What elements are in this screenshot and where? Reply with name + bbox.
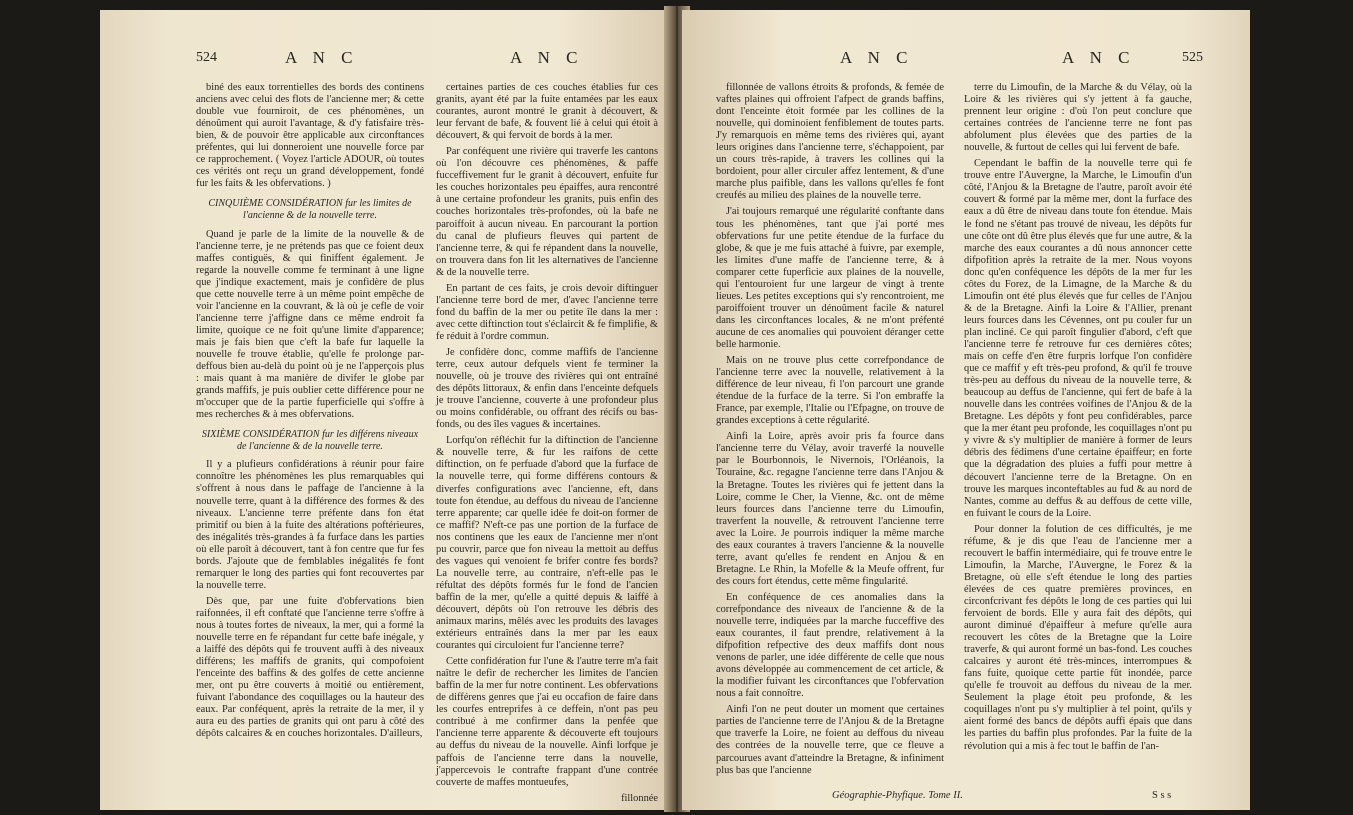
paragraph: fillonnée de vallons étroits & profonds, & femée de vaftes plaines qui offroient l'afpect de grands baffins, dont l'enceinte étoit formée par les collines de la nouvelle, qui dominoient fenfiblement de toutes parts. J'y remarquois en même tems des rivières qui, ayant leurs origines dans l'ancienne terre, s'échappoient, par un cours très-rapide, à travers les collines qui la bordoient, pour aller circuler affez lentement, & d'une marche plus paifible, dans les vallons qu'elles fe font creufés au milieu des plaines de la nouvelle terre. xyxy=(716,82,944,202)
paragraph: certaines parties de ces couches établies fur ces granits, ayant été par la fuite entamées par les eaux courantes, auront montré le granit à découvert, & leur fervant de bafe, & fouvent lié à celui qui étoit à découvert, & qui fervoit de bords à la mer. xyxy=(436,82,658,142)
paragraph: Quand je parle de la limite de la nouvelle & de l'ancienne terre, je ne prétends pas que ce foient deux maffes contiguës, & qui finiffent également. Je regarde la nouvelle comme fe terminant à une ligne que j'indique exactement, mais je confidère de plus que cette nouvelle terre à un même point empêche de voir l'ancienne en la couvrant, & là où je cefle de voir l'ancienne terre j'affigne dans ce même endroit fa limite, quoique ce ne foit qu'une limite d'apparence; mais je fais bien que c'eft la bafe fur laquelle la nouvelle fe trouve établie, qu'elle fe prolonge par-deffous bien au-delà du point où je ne l'apperçois plus : mais quant à ma manière de divifer le globe par grands maffifs, je puis oublier cette différence pour ne m'occuper que de la partie fuperficielle qui s'offre à mes recherches & à mes obfervations. xyxy=(196,228,424,421)
left-header-title-1: A N C xyxy=(285,48,359,67)
right-header-title-2: A N C xyxy=(1062,48,1136,67)
left-header-title-2: A N C xyxy=(510,48,584,67)
paragraph: terre du Limoufin, de la Marche & du Vélay, où la Loire & les rivières qui s'y jettent à fa gauche, prennent leur origine : d'où l'on peut conclure que certaines contrées de l'ancienne terre ne font pas abfolument plus élevées que des parties de la nouvelle, & furtout de celles qui lui fervent de bafe. xyxy=(964,82,1192,154)
paragraph: Lorfqu'on réfléchit fur la diftinction de l'ancienne & nouvelle terre, & fur les raifons de cette diftinction, on fe perfuade d'abord que la furface de la nouvelle terre, qui forme différens contours & diverfes configurations avec l'ancienne, eft, dans toute fon étendue, au deffous du niveau de l'ancienne terre apparente; car quelle idée fe doit-on former de ce maffif? N'eft-ce pas une portion de la furface de nos continens que les eaux de l'ancienne mer n'ont pu couvrir, parce que fon niveau la mettoit au deffus des vagues qui venoient fe brifer contre fes bords? La nouvelle terre, au contraire, n'eft-elle pas le réfultat des dépôts formés fur le fond de l'ancien baffin de la mer, qu'elle a quitté depuis & laiffé à découvert, dépôts où l'on retrouve les débris des animaux marins, mêlés avec les produits des lavages extérieurs entraînés dans la mer par les eaux courantes qui circuloient fur l'ancienne terre? xyxy=(436,435,658,652)
page-footer: Géographie-Phyfique. Tome II. xyxy=(832,790,963,801)
paragraph: J'ai toujours remarqué une régularité conftante dans tous les phénomènes, tant que j'ai porté mes obfervations fur une petite étendue de la furface du globe, & que je me fuis attaché à fuivre, par exemple, les limites d'une maffe de l'ancienne terre, & à comparer cette fuperficie aux plaines de la nouvelle, qui l'entouroient fur une largeur de vingt à trente lieues. Les petites exceptions qui s'y rencontroient, me paroiffoient trouver un dénoûment facile & naturel dans les circonftances locales, & ne m'ont préfenté aucune de ces anomalies qui pouvoient déranger cette belle harmonie. xyxy=(716,206,944,350)
paragraph: Ainfi la Loire, après avoir pris fa fource dans l'ancienne terre du Vélay, avoir traverfé la nouvelle par le Bourbonnois, le Nivernois, l'Orléanois, la Touraine, &c. regagne l'ancienne terre dans l'Anjou & la Bretagne. Toutes les rivières qui fe jettent dans la Loire, comme le Cher, la Vienne, &c. ont de même leurs fources dans l'ancienne terre du Limoufin, traverfent la nouvelle, & retrouvent l'ancienne terre avec la Loire. Je pourrois indiquer la même marche des eaux courantes à travers l'ancienne & la nouvelle terre, avant qu'elles fe rendent en Anjou & en Bretagne. Le Rhin, la Mofelle & la Meufe offrent, fur des cours fort étendus, cette même fingularité. xyxy=(716,431,944,587)
paragraph: Par conféquent une rivière qui traverfe les cantons où l'on découvre ces phénomènes, & paffe fucceffivement fur le granit à découvert, enfuite fur les couches horizontales peu épaiffes, aura rencontré à une certaine profondeur les granits, puis enfin des couches horizontales très-profondes, où la bafe ne paroiffoit à aucun niveau. En parcourant la portion du canal de plufieurs fleuves qui partent de l'ancienne terre, & qui fe répandent dans la nouvelle, on trouvera dans fon lit les alternatives de l'ancienne & de la nouvelle terre. xyxy=(436,146,658,278)
paragraph: Dès que, par une fuite d'obfervations bien raifonnées, il eft conftaté que l'ancienne terre s'offre à nous à toutes fortes de niveaux, la mer, qui a formé la nouvelle terre en fe répandant fur cette bafe inégale, y a laiffé des dépôts qui fe trouvent auffi à des niveaux différens; les maffifs de granits, qui compofoient l'enceinte des baffins & des golfes de cette ancienne mer, ont pu être couverts à moitié ou entièrement, fuivant l'abondance des coquillages ou la hauteur des eaux. Par conféquent, après la retraite de la mer, il y aura eu des parties de granits qui ont paru à côté des dépôts calcaires & en couches horizontales. D'ailleurs, xyxy=(196,595,424,740)
catchword: fillonnée xyxy=(621,792,658,804)
paragraph: Je confidère donc, comme maffifs de l'ancienne terre, ceux autour defquels vient fe terminer la nouvelle, où je trouve des rivières qui ont entraîné des dépôts littoraux, & enfin dans l'enceinte defquels je trouve l'ancienne, couverte à une profondeur plus ou moins confidérable, ou offrant des récifs ou bas-fonds, ou des îles vagues & incertaines. xyxy=(436,346,658,431)
paragraph: En partant de ces faits, je crois devoir diftinguer l'ancienne terre bord de mer, d'avec l'ancienne terre fond du baffin de la mer ou petite île dans la mer : avec cette diftinction tout s'éclaircit & fe fimplifie, & fe réduit à l'ordre commun. xyxy=(436,282,658,342)
right-column-2 xyxy=(964,82,1192,757)
right-page xyxy=(682,10,1250,810)
paragraph: Ainfi l'on ne peut douter un moment que certaines parties de l'ancienne terre de l'Anjou & de la Bretagne que traverfe la Loire, ne foient au deffous du niveau des contrées de la nouvelle terre, que ce fleuve a parcourues avant d'atteindre la Bretagne, & infiniment plus bas que l'ancienne xyxy=(716,704,944,776)
signature-mark: S s s xyxy=(1152,790,1172,801)
right-column-1 xyxy=(716,82,944,781)
left-column-1 xyxy=(196,82,424,744)
left-page xyxy=(100,10,672,810)
paragraph: Pour donner la folution de ces difficultés, je me réfume, & je dis que l'eau de l'ancienne mer a recouvert le baffin intermédiaire, qui fe trouve entre le Limoufin, la Marche, l'Auvergne, le Forez & la Bretagne, où elle s'eft étendue le long des parties élevées de ces quatre premières provinces, en circonfcrivant fes dépôts le long de ces parties qui lui fervoient de bords. Elle y aura fait des dépôts, qui auront diminué d'épaiffeur à mefure qu'elle aura recouvert les côtes de la Bretagne que la Loire traverfe, & qui auront formé un bas-fond. Les couches calcaires y auront été très-minces, interrompues & fans fuite, quoique cette partie fût inondée, parce qu'elle fe trouvoit au deffous du niveau de la mer. Seulement la plage étoit peu profonde, & les coquillages n'ont pu s'y multiplier à tel point, qu'ils y aient formé des bancs de dépôts auffi épais que dans les parties du baffin plus profondes. Par la fuite de la révolution qui a mis à fec tout le baffin de l'an- xyxy=(964,523,1192,752)
right-page-number: 525 xyxy=(1182,50,1203,65)
section-heading: SIXIÈME CONSIDÉRATION fur les différens niveaux de l'ancienne & de la nouvelle terre. xyxy=(201,429,419,453)
paragraph: Cependant le baffin de la nouvelle terre qui fe trouve entre l'Auvergne, la Marche, le Limoufin d'un côté, l'Anjou & la Bretagne de l'autre, paroît avoir été couvert & formé par la même mer, dont la furface des eaux a dû être de niveau dans toute fon étendue. Mais le fond ne s'étant pas trouvé de niveau, les dépôts fur une côte ont dû être plus élevés que fur une autre, & la marche des eaux courantes a dû nous annoncer cette difpofition après la retraite de la mer. Nous voyons donc qu'en conféquence les dépôts de la mer fur les côtes du Forez, de la Limagne, de la Marche & du Limoufin ont été plus élevés que fur celles de l'Anjou & de la Bretagne. Ainfi la Loire & l'Allier, prenant leurs fources dans les Cévennes, ont pu couler fur un plan incliné. Ce qui paroît fingulier d'abord, c'eft que l'ancienne terre fe retrouve fur ces dernières côtes; mais on ceffe d'en être furpris lorfque l'on confidère que ce maffif y eft très-peu profond, & qu'il fe trouve très-peu au deffous du niveau de la nouvelle terre, & beaucoup au deffus de l'ancienne, qui fert de bafe à la nouvelle dans les contrées voifines de l'Anjou & de la Bretagne. Les dépôts y font peu confidérables, parce que la mer étant peu profonde, les coquillages n'ont pu y vivre & s'y multiplier de manière à former de leurs débris des fédimens d'une certaine épaiffeur; en forte que la dégradation des pluies a fuffi pour mettre à découvert l'ancienne terre de la Bretagne. On en trouve les marques inconteftables au fud & au nord de Nantes, comme au deffus & au deffous de cette ville, en fuivant le cours de la Loire. xyxy=(964,158,1192,519)
paragraph: biné des eaux torrentielles des bords des continens anciens avec celui des flots de l'ancienne mer; & cette double vue fourniroit, de ces phénomènes, un dénoûment qui auroit l'avantage, & d'y fatisfaire très-bien, & de pouvoir être applicable aux circonftances préfentes, qui lui donneroient une nouvelle force par ce rapprochement. ( Voyez l'article ADOUR, où toutes ces vérités ont reçu un grand développement, fondé fur les faits & les obfervations. ) xyxy=(196,82,424,190)
paragraph: En conféquence de ces anomalies dans la correfpondance des niveaux de l'ancienne & de la nouvelle terre, indiquées par la marche fucceffive des eaux courantes, il faut prendre, relativement à la difpofition refpective des deux maffifs dont nous venons de parler, une idée différente de celle que nous avons développée au commencement de cet article, & la modifier fuivant les circonftances que l'obfervation nous a fait connoître. xyxy=(716,591,944,700)
left-column-2 xyxy=(436,82,658,809)
section-heading: CINQUIÈME CONSIDÉRATION fur les limites de l'ancienne & de la nouvelle terre. xyxy=(208,198,412,222)
left-page-number: 524 xyxy=(196,50,217,65)
right-header-title-1: A N C xyxy=(840,48,914,67)
paragraph: Il y a plufieurs confidérations à réunir pour faire connoître les phénomènes les plus remarquables qui s'offrent à nous dans le paffage de l'ancienne à la nouvelle terre, quant à la différence des formes & des niveaux. L'ancienne terre préfente dans fon état primitif ou bien à la fuite des altérations poftérieures, des inégalités très-grandes à fa furface dans les parties où elle paroît à découvert, tant à fon centre que fur fes bords. J'ajoute que de femblables inégalités fe font remarquer le long des parties qui font recouvertes par la nouvelle terre. xyxy=(196,459,424,591)
paragraph: Mais on ne trouve plus cette correfpondance de l'ancienne terre avec la nouvelle, relativement à la différence de leur niveau, fi l'on parcourt une grande étendue de la furface de la terre. Si l'on embraffe la France, par exemple, l'Italie ou l'Efpagne, on trouve de grandes exceptions à cette régularité. xyxy=(716,355,944,427)
paragraph: Cette confidération fur l'une & l'autre terre m'a fait naître le defir de rechercher les limites de l'ancien baffin de la mer fur notre continent. Les obfervations de différens genres que j'ai eu occafion de faire dans les courfes entreprifes à ce deffein, n'ont pas peu contribué à me confirmer dans la penfée que l'ancienne terre apparente & découverte eft toujours au deffus du niveau de la nouvelle. Ainfi lorfque je paffois de l'ancienne terre dans la nouvelle, j'appercevois le contrafte frappant d'une contrée couverte de maffes montueufes, xyxy=(436,656,658,788)
